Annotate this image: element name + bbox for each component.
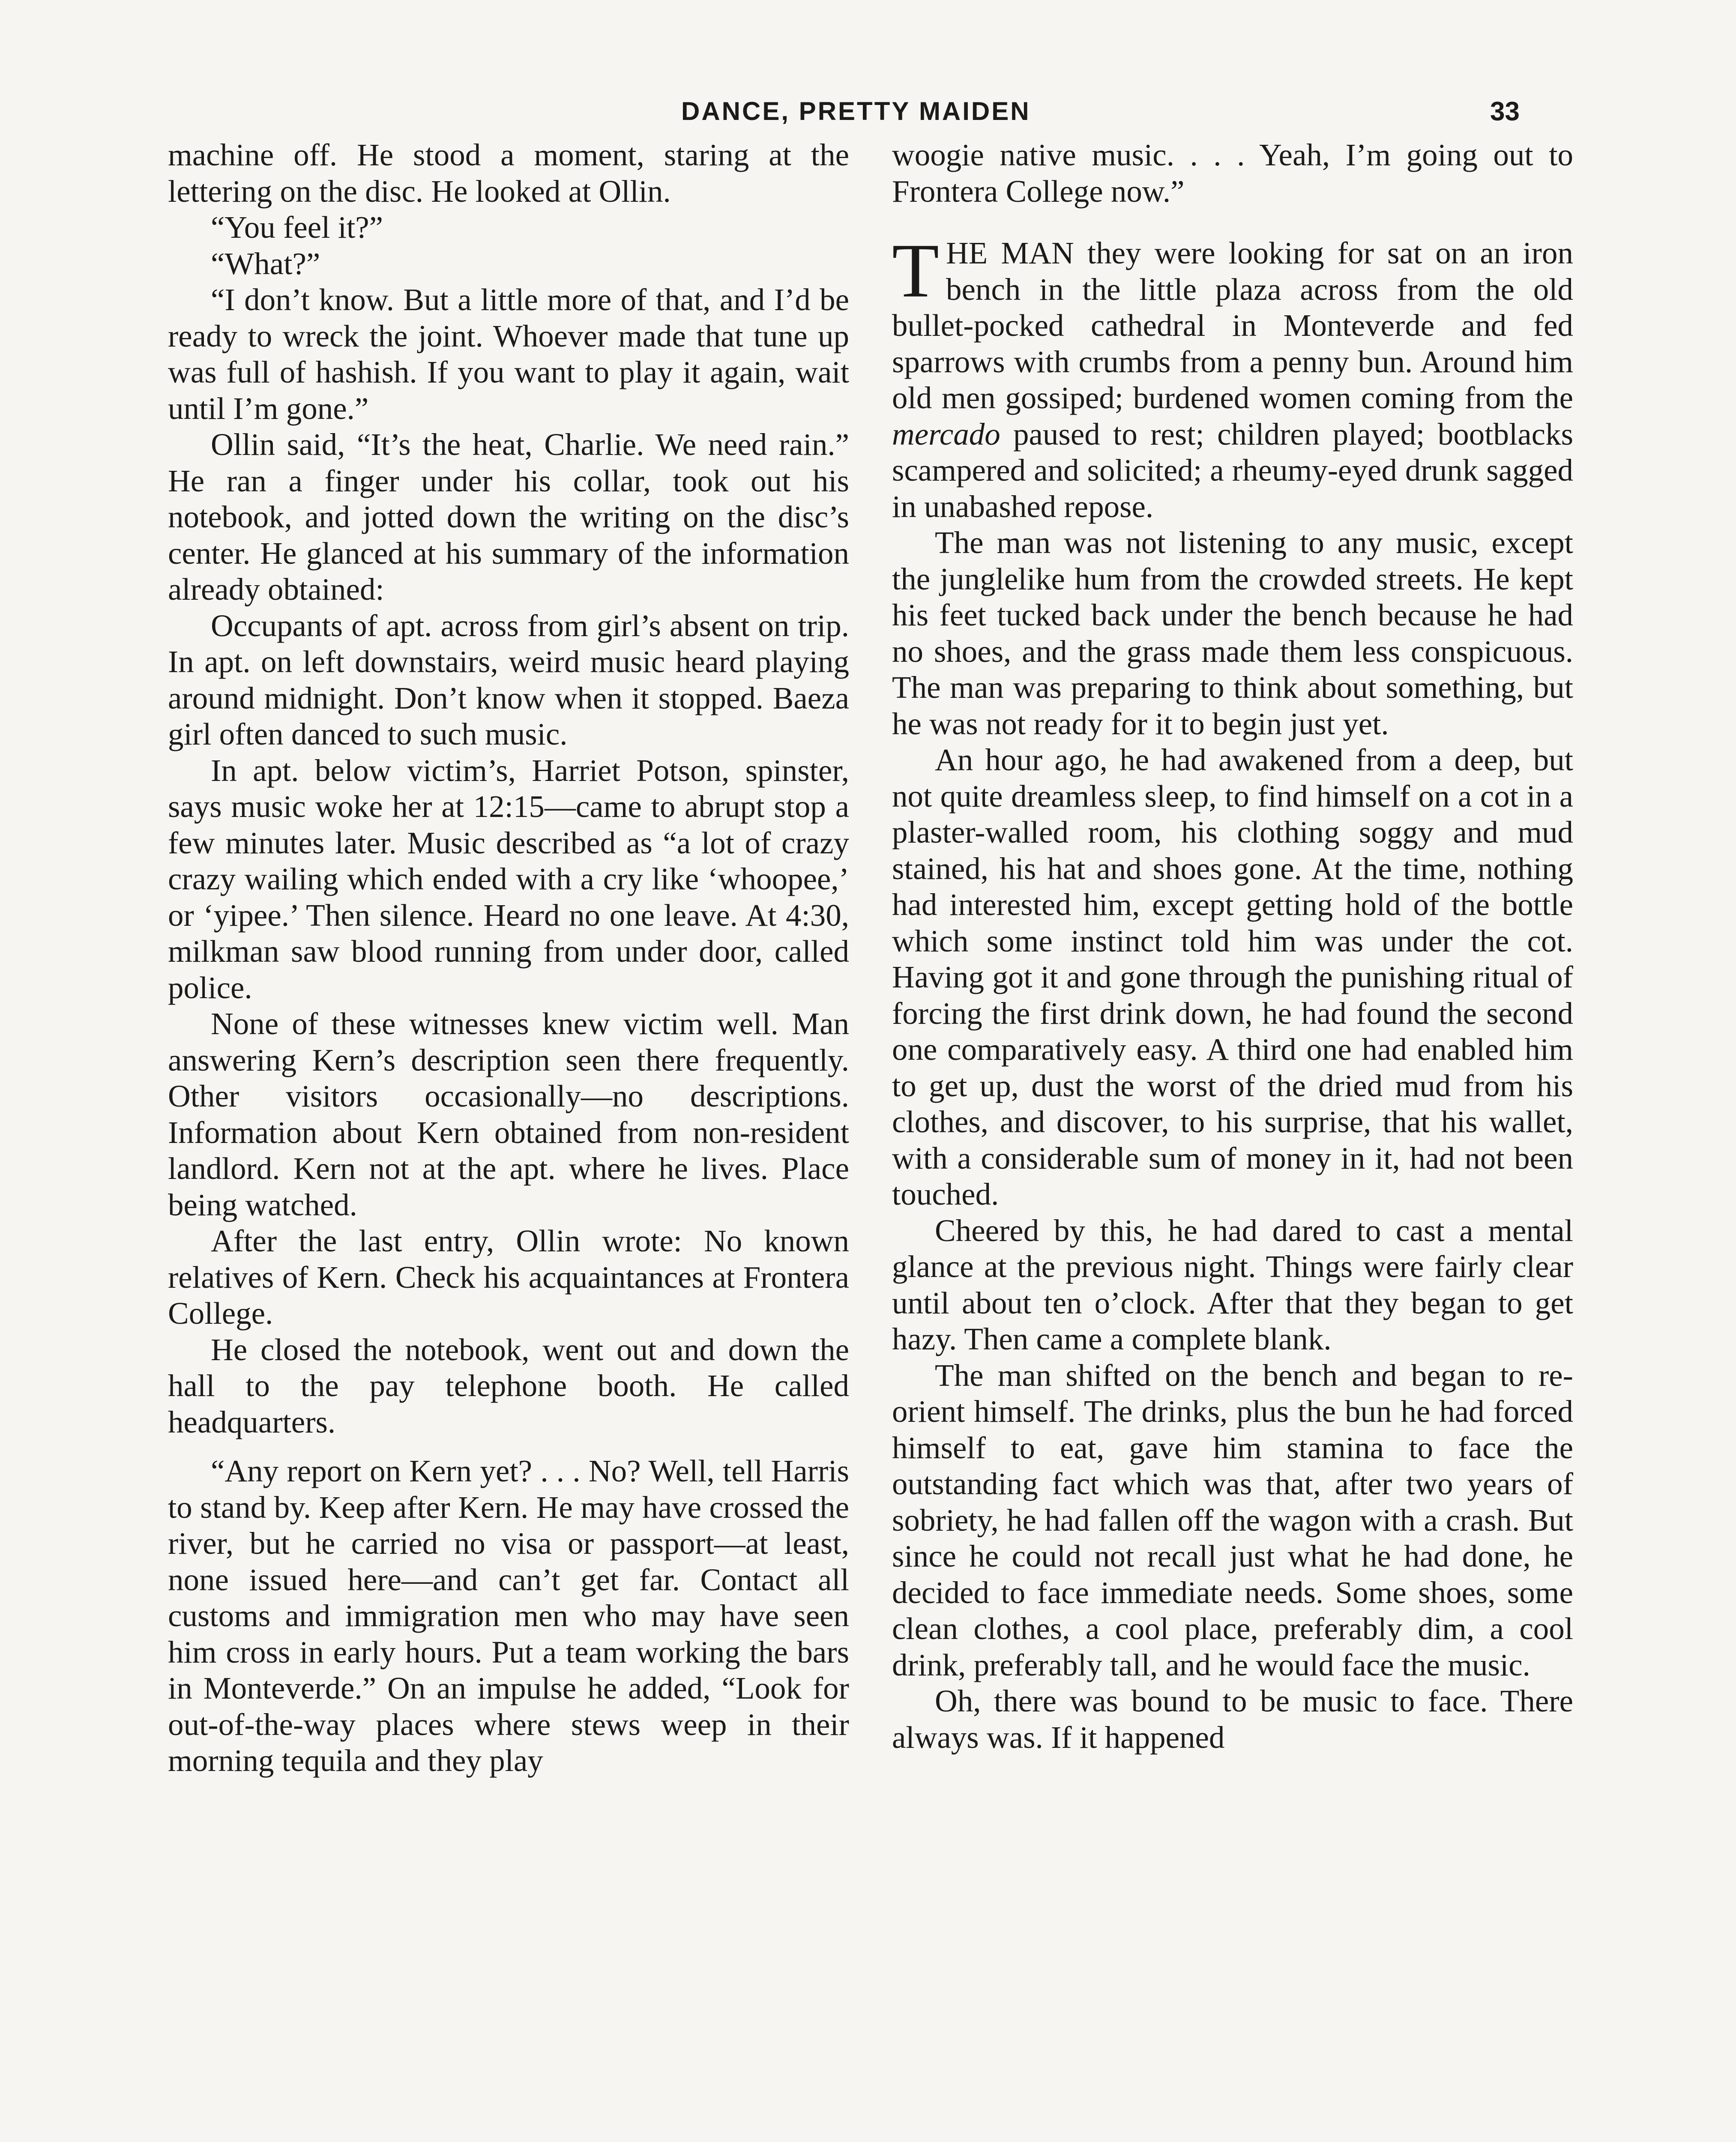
paragraph: woogie native music. . . . Yeah, I’m going out to Frontera College now.” (892, 138, 1573, 209)
paragraph: He closed the notebook, went out and down the hall to the pay telephone booth. He called headquarters. (168, 1332, 849, 1439)
running-title: DANCE, PRETTY MAIDEN (681, 97, 1031, 126)
notebook-entry: In apt. below victim’s, Harriet Potson, spinster, says music woke her at 12:15—came to abrupt stop a few minutes later. Music described as “a lot of crazy crazy wailing which ended with a cry like ‘whoopee,’ or ‘yipee.’ Then silence. Heard no one leave. At 4:30, milkman saw blood running from under door, called police. (168, 753, 849, 1005)
paragraph: Cheered by this, he had dared to cast a mental glance at the previous night. Things were fairly clear until about ten o’clock. After that they began to get hazy. Then came a complete blank. (892, 1213, 1573, 1356)
notebook-entry: Occupants of apt. across from girl’s absent on trip. In apt. on left downstairs, weird music heard playing around midnight. Don’t know when it stopped. Baeza girl often danced to such music. (168, 608, 849, 751)
paragraph-text: HE MAN they were looking for sat on an iron bench in the little plaza across from the old bullet-pocked cathedral in Monteverde and fed sparrows with crumbs from a penny bun. Around him old men gossiped; burdened women coming from the (892, 236, 1573, 415)
paragraph: machine off. He stood a moment, staring at the lettering on the disc. He looked at Ollin. (168, 138, 849, 209)
paragraph: “I don’t know. But a little more of that, and I’d be ready to wreck the joint. Whoever made that tune up was full of hashish. If you want to play it again, wait until I’m gone.” (168, 282, 849, 426)
paragraph: The man shifted on the bench and began to re-orient himself. The drinks, plus the bun he had forced himself to eat, gave him stamina to face the outstanding fact which was that, after two years of sobriety, he had fallen off the wagon with a crash. But since he could not recall just what he had done, he decided to face immediate needs. Some shoes, some clean clothes, a cool place, preferably dim, a cool drink, preferably tall, and he would face the music. (892, 1358, 1573, 1682)
section-opening-paragraph (892, 228, 1573, 525)
page-number: 33 (1490, 97, 1520, 126)
right-column (892, 137, 1573, 1756)
paragraph: “What?” (211, 246, 320, 281)
paragraph: “You feel it?” (211, 210, 383, 245)
paragraph: After the last entry, Ollin wrote: No known relatives of Kern. Check his acquaintances at Frontera College. (168, 1224, 849, 1331)
paragraph-text: paused to rest; children played; bootblacks scampered and solicited; a rheumy-eyed drunk sagged in unabashed repose. (892, 416, 1573, 524)
notebook-entry: None of these witnesses knew victim well. Man answering Kern’s description seen there frequently. Other visitors occasionally—no descriptions. Information about Kern obtained from non-resident landlord. Kern not at the apt. where he lives. Place being watched. (168, 1006, 849, 1222)
page-header (0, 96, 1736, 135)
paragraph: The man was not listening to any music, except the junglelike hum from the crowded streets. He kept his feet tucked back under the bench because he had no shoes, and the grass made them less conspicuous. The man was preparing to think about something, but he was not ready for it to begin just yet. (892, 525, 1573, 741)
paragraph: Ollin said, “It’s the heat, Charlie. We need rain.” He ran a finger under his collar, took out his notebook, and jotted down the writing on the disc’s center. He glanced at his summary of the information already obtained: (168, 427, 849, 607)
italic-word: mercado (892, 416, 1000, 452)
paragraph: “Any report on Kern yet? . . . No? Well, tell Harris to stand by. Keep after Kern. He may have crossed the river, but he carried no visa or passport—at least, none issued here—and can’t get far. Contact all customs and immigration men who may have seen him cross in early hours. Put a team working the bars in Monteverde.” On an impulse he added, “Look for out-of-the-way places where stews weep in their morning tequila and they play (168, 1454, 849, 1778)
drop-cap: T (892, 228, 939, 313)
left-column (168, 137, 849, 1779)
paragraph: Oh, there was bound to be music to face. There always was. If it happened (892, 1684, 1573, 1755)
paragraph: An hour ago, he had awakened from a deep, but not quite dreamless sleep, to find himself on a cot in a plaster-walled room, his clothing soggy and mud stained, his hat and shoes gone. At the time, nothing had interested him, except getting hold of the bottle which some instinct told him was under the cot. Having got it and gone through the punishing ritual of forcing the first drink down, he had found the second one comparatively easy. A third one had enabled him to get up, dust the worst of the dried mud from his clothes, and discover, to his surprise, that his wallet, with a considerable sum of money in it, had not been touched. (892, 742, 1573, 1212)
